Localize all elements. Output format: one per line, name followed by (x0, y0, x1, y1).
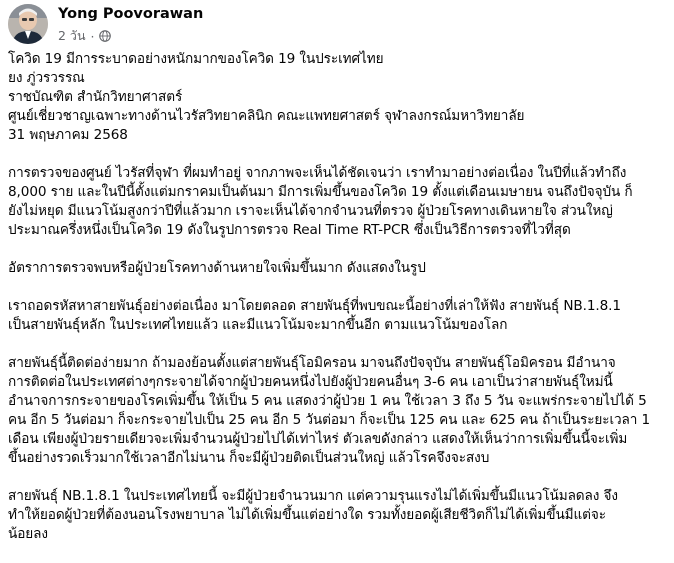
avatar[interactable] (8, 4, 48, 44)
post-paragraph (8, 487, 668, 544)
post-text-line: สายพันธุ์ NB.1.8.1 ในประเทศไทยนี้ จะมีผู้ป่วยจำนวนมาก แต่ความรุนแรงไม่ได้เพิ่มขึ้นมีแนวโน้มลดลง จึง (8, 488, 618, 504)
post-text-line: ราชบัณฑิต สำนักวิทยาศาสตร์ (8, 89, 183, 105)
post-text-line: การตรวจของศูนย์ ไวรัสที่จุฬา ที่ผมทำอยู่ จากภาพจะเห็นได้ชัดเจนว่า เราทำมาอย่างต่อเนื่อง ในปีที่แล้วทำถึง (8, 165, 627, 181)
post-paragraph (8, 259, 668, 278)
post-paragraph (8, 297, 668, 335)
post-text-line: ขึ้นอย่างรวดเร็วมากใช้เวลาอีกไม่นาน ก็จะมีผู้ป่วยติดเป็นส่วนใหญ่ แล้วโรคจึงจะสงบ (8, 450, 490, 466)
post-paragraph (8, 50, 668, 145)
post-paragraph (8, 164, 668, 240)
meta-separator: · (90, 28, 95, 44)
post-text-line: น้อยลง (8, 526, 48, 542)
post-text-line: โควิด 19 มีการระบาดอย่างหนักมากของโควิด 19 ในประเทศไทย (8, 51, 384, 67)
post-text-line: ยังไม่หยุด มีแนวโน้มสูงกว่าปีที่แล้วมาก เราจะเห็นได้จากจำนวนที่ตรวจ ผู้ป่วยโรคทางเดินหายใจ ส่วนใหญ่ (8, 203, 613, 219)
author-name[interactable]: Yong Poovorawan (58, 6, 204, 22)
post-paragraph (8, 354, 668, 468)
post-text-line: ประมาณครึ่งหนึ่งเป็นโควิด 19 ดังในรูปการตรวจ Real Time RT-PCR ซึ่งเป็นวิธีการตรวจที่ไวที่สุด (8, 222, 571, 238)
post-text-line: อำนาจการกระจายของโรคเพิ่มขึ้น ให้เป็น 5 คน แสดงว่าผู้ป่วย 1 คน ใช้เวลา 3 ถึง 5 วัน จะแพร่กระจายไปได้ 5 (8, 393, 647, 409)
post-text-line: ศูนย์เชี่ยวชาญเฉพาะทางด้านไวรัสวิทยาคลินิก คณะแพทยศาสตร์ จุฬาลงกรณ์มหาวิทยาลัย (8, 108, 525, 124)
post-time[interactable]: 2 วัน (58, 28, 86, 43)
post-text-line: สายพันธุ์นี้ติดต่อง่ายมาก ถ้ามองย้อนตั้งแต่สายพันธุ์โอมิครอน มาจนถึงปัจจุบัน สายพันธุ์โอมิครอน มีอำนาจ (8, 355, 616, 371)
post-text-line: ทำให้ยอดผู้ป่วยที่ต้องนอนโรงพยาบาล ไม่ได้เพิ่มขึ้นแต่อย่างใด รวมทั้งยอดผู้เสียชีวิตก็ไม่ได้เพิ่มขึ้นมีแต่จะ (8, 507, 606, 523)
avatar-photo (8, 4, 48, 44)
post-text-line: อัตราการตรวจพบหรือผู้ป่วยโรคทางด้านหายใจเพิ่มขึ้นมาก ดังแสดงในรูป (8, 260, 426, 276)
post-body (8, 50, 668, 563)
post-text-line: คน อีก 5 วันต่อมา ก็จะกระจายไปเป็น 25 คน อีก 5 วันต่อมา ก็จะเป็น 125 คน และ 625 คน ถ้าเป็นระยะเวลา 1 (8, 412, 651, 428)
post-text-line: เราถอดรหัสหาสายพันธุ์อย่างต่อเนื่อง มาโดยตลอด สายพันธุ์ที่พบขณะนี้อย่างที่เล่าให้ฟัง สายพันธุ์ NB.1.8.1 (8, 298, 621, 314)
post-text-line: การติดต่อในประเทศต่างๆกระจายได้จากผู้ป่วยคนหนึ่งไปยังผู้ป่วยคนอื่นๆ 3-6 คน เอาเป็นว่าสายพันธุ์ใหม่นี้ (8, 374, 613, 390)
post-text-line: เป็นสายพันธุ์หลัก ในประเทศไทยแล้ว และมีแนวโน้มจะมากขึ้นอีก ตามแนวโน้มของโลก (8, 317, 508, 333)
post-text-line: ยง ภู่วรวรรณ (8, 70, 85, 86)
globe-icon[interactable] (99, 30, 111, 42)
post-text-line: 8,000 ราย และในปีนี้ตั้งแต่มกราคมเป็นต้นมา มีการเพิ่มขึ้นของโควิด 19 ตั้งแต่เดือนเมษายน จนถึงปัจจุบัน ก็ (8, 184, 633, 200)
post-meta (58, 26, 111, 46)
post-text-line: เดือน เพียงผู้ป่วยรายเดียวจะเพิ่มจำนวนผู้ป่วยไปได้เท่าไหร่ ตัวเลขดังกล่าว แสดงให้เห็นว่าการเพิ่มขึ้นนี้จะเพิ่ม (8, 431, 628, 447)
post-text-line: 31 พฤษภาคม 2568 (8, 127, 128, 143)
